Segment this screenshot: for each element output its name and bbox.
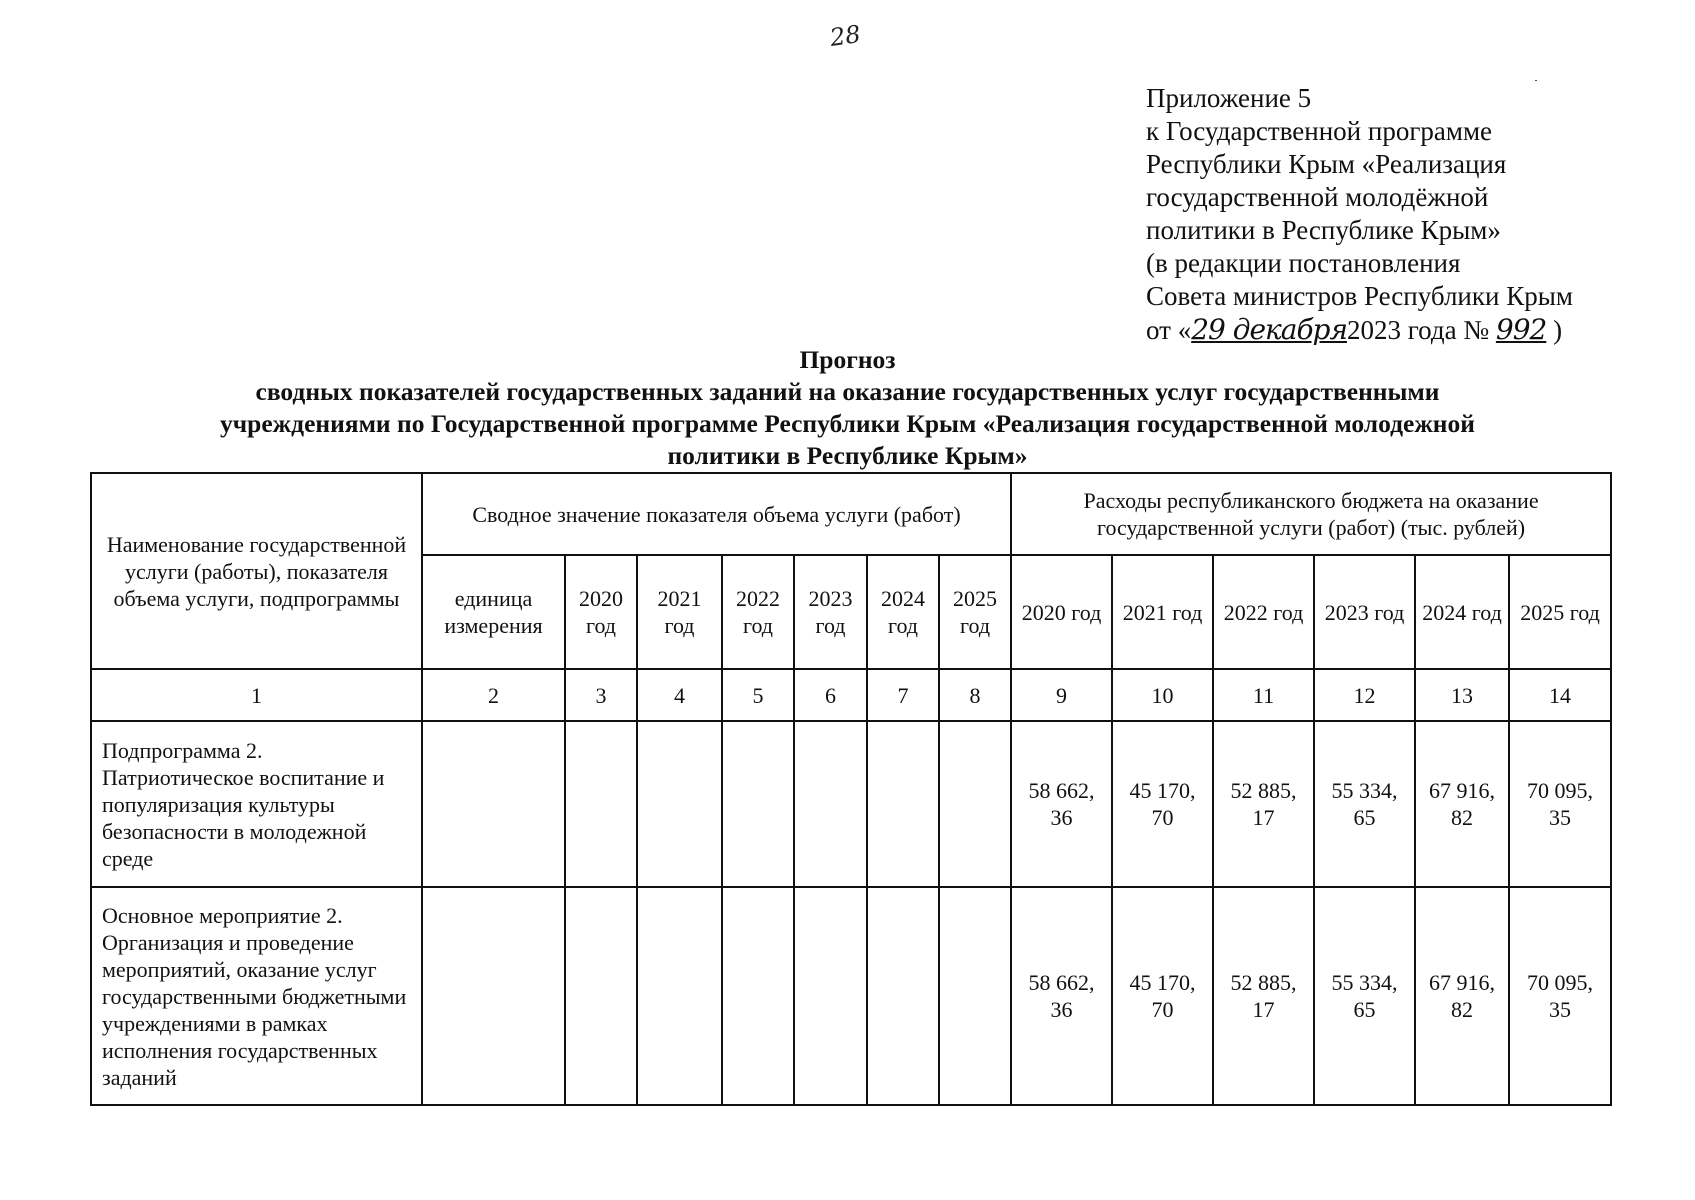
appendix-line: к Государственной программе bbox=[1146, 116, 1493, 146]
handwritten-date: 29 декабря bbox=[1191, 313, 1348, 346]
column-number: 5 bbox=[722, 669, 794, 721]
title-line: политики в Республике Крым» bbox=[667, 441, 1028, 470]
header-volume-year: 2022 год bbox=[722, 555, 794, 669]
title-line: учреждениями по Государственной программе Республики Крым «Реализация государственной молодежной bbox=[220, 409, 1475, 438]
volume-cell bbox=[867, 721, 939, 887]
document-title bbox=[100, 344, 1595, 472]
volume-cell bbox=[722, 887, 794, 1105]
column-number: 1 bbox=[91, 669, 422, 721]
volume-cell bbox=[565, 721, 637, 887]
header-expense-year: 2023 год bbox=[1314, 555, 1415, 669]
row-name: Основное мероприятие 2. Организация и проведение мероприятий, оказание услуг государственными бюджетными учреждениями в рамках исполнения государственных заданий bbox=[91, 887, 422, 1105]
column-number: 12 bbox=[1314, 669, 1415, 721]
row-name: Подпрограмма 2. Патриотическое воспитание и популяризация культуры безопасности в молодежной среде bbox=[91, 721, 422, 887]
row-unit bbox=[422, 887, 565, 1105]
expense-cell: 55 334, 65 bbox=[1314, 887, 1415, 1105]
column-number: 7 bbox=[867, 669, 939, 721]
column-number: 9 bbox=[1011, 669, 1112, 721]
volume-cell bbox=[794, 887, 867, 1105]
scan-speck bbox=[1535, 80, 1537, 81]
appendix-block bbox=[1146, 82, 1666, 347]
date-prefix: от « bbox=[1146, 315, 1192, 345]
appendix-line: (в редакции постановления bbox=[1146, 248, 1461, 278]
header-service-name: Наименование государственной услуги (работы), показателя объема услуги, подпрограммы bbox=[91, 473, 422, 669]
column-number: 4 bbox=[637, 669, 722, 721]
header-volume-year: 2024 год bbox=[867, 555, 939, 669]
table-row bbox=[91, 887, 1611, 1105]
column-number: 14 bbox=[1509, 669, 1611, 721]
header-volume-year: 2023 год bbox=[794, 555, 867, 669]
volume-cell bbox=[867, 887, 939, 1105]
column-number: 8 bbox=[939, 669, 1011, 721]
column-number: 10 bbox=[1112, 669, 1213, 721]
expense-cell: 52 885, 17 bbox=[1213, 721, 1314, 887]
header-expense-year: 2025 год bbox=[1509, 555, 1611, 669]
appendix-date-line bbox=[1146, 313, 1666, 347]
volume-cell bbox=[637, 887, 722, 1105]
expense-cell: 58 662, 36 bbox=[1011, 887, 1112, 1105]
expense-cell: 67 916, 82 bbox=[1415, 887, 1509, 1105]
header-expense-year: 2020 год bbox=[1011, 555, 1112, 669]
column-number: 13 bbox=[1415, 669, 1509, 721]
appendix-line: Приложение 5 bbox=[1146, 83, 1312, 113]
handwritten-number: 992 bbox=[1495, 313, 1547, 346]
volume-cell bbox=[794, 721, 867, 887]
appendix-line: государственной молодёжной bbox=[1146, 182, 1489, 212]
volume-cell bbox=[939, 887, 1011, 1105]
column-number: 2 bbox=[422, 669, 565, 721]
header-volume-year: 2025 год bbox=[939, 555, 1011, 669]
table-row bbox=[91, 721, 1611, 887]
header-expense-year: 2024 год bbox=[1415, 555, 1509, 669]
title-line: Прогноз bbox=[799, 345, 896, 374]
forecast-table bbox=[90, 472, 1612, 1106]
column-number: 6 bbox=[794, 669, 867, 721]
appendix-line: политики в Республике Крым» bbox=[1146, 215, 1501, 245]
row-unit bbox=[422, 721, 565, 887]
closing-paren: ) bbox=[1553, 315, 1563, 345]
header-volume-group: Сводное значение показателя объема услуги (работ) bbox=[422, 473, 1011, 555]
volume-cell bbox=[939, 721, 1011, 887]
expense-cell: 52 885, 17 bbox=[1213, 887, 1314, 1105]
header-volume-year: 2021 год bbox=[637, 555, 722, 669]
volume-cell bbox=[722, 721, 794, 887]
header-expense-year: 2022 год bbox=[1213, 555, 1314, 669]
expense-cell: 70 095, 35 bbox=[1509, 721, 1611, 887]
expense-cell: 45 170, 70 bbox=[1112, 721, 1213, 887]
appendix-line: Республики Крым «Реализация bbox=[1146, 149, 1507, 179]
expense-cell: 67 916, 82 bbox=[1415, 721, 1509, 887]
header-expense-year: 2021 год bbox=[1112, 555, 1213, 669]
page-number: 28 bbox=[828, 20, 863, 52]
column-number: 3 bbox=[565, 669, 637, 721]
header-unit: единица измерения bbox=[422, 555, 565, 669]
expense-cell: 70 095, 35 bbox=[1509, 887, 1611, 1105]
year-text: 2023 года № bbox=[1347, 315, 1490, 345]
column-number: 11 bbox=[1213, 669, 1314, 721]
expense-cell: 45 170, 70 bbox=[1112, 887, 1213, 1105]
volume-cell bbox=[637, 721, 722, 887]
header-volume-year: 2020 год bbox=[565, 555, 637, 669]
title-line: сводных показателей государственных заданий на оказание государственных услуг государственными bbox=[255, 377, 1440, 406]
expense-cell: 55 334, 65 bbox=[1314, 721, 1415, 887]
volume-cell bbox=[565, 887, 637, 1105]
expense-cell: 58 662, 36 bbox=[1011, 721, 1112, 887]
header-expenses-group: Расходы республиканского бюджета на оказание государственной услуги (работ) (тыс. рублей) bbox=[1011, 473, 1611, 555]
appendix-line: Совета министров Республики Крым bbox=[1146, 281, 1573, 311]
